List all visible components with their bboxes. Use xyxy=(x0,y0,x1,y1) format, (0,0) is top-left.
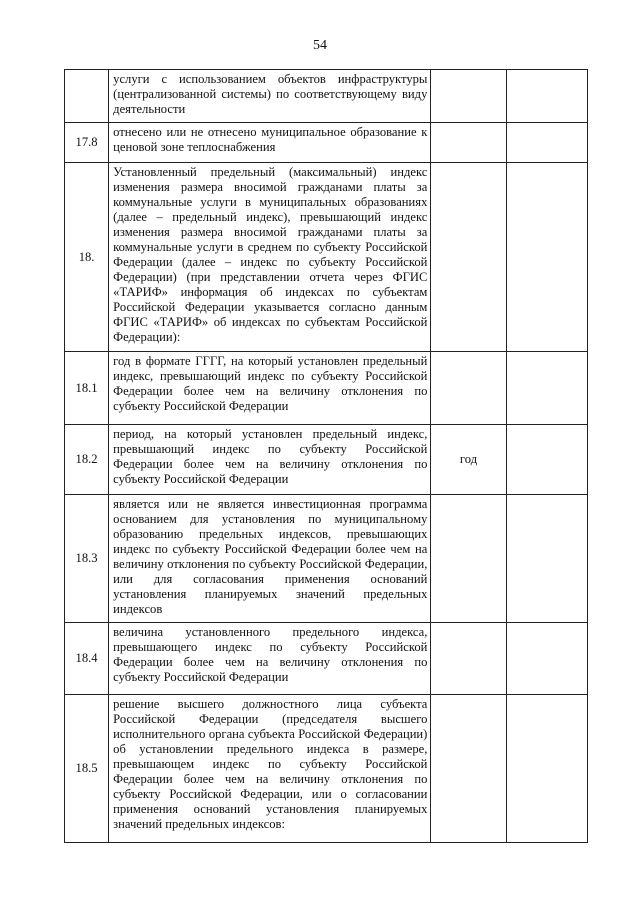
row-number: 18.3 xyxy=(65,495,109,623)
table-row xyxy=(65,123,588,163)
row-extra-cell xyxy=(506,425,587,495)
row-value xyxy=(431,70,506,123)
row-number: 17.8 xyxy=(65,123,109,163)
row-extra-cell xyxy=(506,123,587,163)
row-number: 18.5 xyxy=(65,695,109,843)
row-description: отнесено или не отнесено муниципальное образование к ценовой зоне теплоснабжения xyxy=(109,123,431,163)
table-row xyxy=(65,70,588,123)
row-number: 18. xyxy=(65,163,109,352)
report-table xyxy=(64,69,588,843)
row-value: год xyxy=(431,425,506,495)
row-value xyxy=(431,352,506,425)
row-description: решение высшего должностного лица субъекта Российской Федерации (председателя высшего исполнительного органа субъекта Российской Федерации) об установлении предельного индекса в размере, превышающем индекс по субъекту Российской Федерации более чем на величину отклонения по субъекту Российской Федерации, или о согласовании применения оснований установления планируемых значений предельных индексов: xyxy=(109,695,431,843)
table-row xyxy=(65,425,588,495)
row-value xyxy=(431,123,506,163)
row-extra-cell xyxy=(506,695,587,843)
table-row xyxy=(65,495,588,623)
row-description: величина установленного предельного индекса, превышающего индекс по субъекту Российской Федерации более чем на величину отклонения по субъекту Российской Федерации xyxy=(109,623,431,695)
row-number: 18.2 xyxy=(65,425,109,495)
row-number: 18.4 xyxy=(65,623,109,695)
row-number xyxy=(65,70,109,123)
row-extra-cell xyxy=(506,70,587,123)
page-number: 54 xyxy=(313,38,327,53)
table-row xyxy=(65,163,588,352)
row-extra-cell xyxy=(506,495,587,623)
row-value xyxy=(431,495,506,623)
row-number: 18.1 xyxy=(65,352,109,425)
table-row xyxy=(65,695,588,843)
row-description: услуги с использованием объектов инфраструктуры (централизованной системы) по соответствующему виду деятельности xyxy=(109,70,431,123)
row-extra-cell xyxy=(506,352,587,425)
row-description: Установленный предельный (максимальный) индекс изменения размера вносимой гражданами платы за коммунальные услуги в муниципальных образованиях (далее – предельный индекс), превышающий индекс изменения размера вносимой гражданами платы за коммунальные услуги в среднем по субъекту Российской Федерации (далее – индекс по субъекту Российской Федерации) (при представлении отчета через ФГИС «ТАРИФ» информация об индексах по субъектам Российской Федерации указывается согласно данным ФГИС «ТАРИФ» об индексах по субъектам Российской Федерации): xyxy=(109,163,431,352)
row-extra-cell xyxy=(506,163,587,352)
table-row xyxy=(65,352,588,425)
row-description: является или не является инвестиционная программа основанием для установления по муниципальному образованию предельных индексов, превышающих индекс по субъекту Российской Федерации более чем на величину отклонения по субъекту Российской Федерации, или для согласования применения оснований установления планируемых значений предельных индексов xyxy=(109,495,431,623)
row-description: год в формате ГГГГ, на который установлен предельный индекс, превышающий индекс по субъекту Российской Федерации более чем на величину отклонения по субъекту Российской Федерации xyxy=(109,352,431,425)
row-description: период, на который установлен предельный индекс, превышающий индекс по субъекту Российской Федерации более чем на величину отклонения по субъекту Российской Федерации xyxy=(109,425,431,495)
row-value xyxy=(431,695,506,843)
row-value xyxy=(431,623,506,695)
row-extra-cell xyxy=(506,623,587,695)
row-value xyxy=(431,163,506,352)
table-row xyxy=(65,623,588,695)
